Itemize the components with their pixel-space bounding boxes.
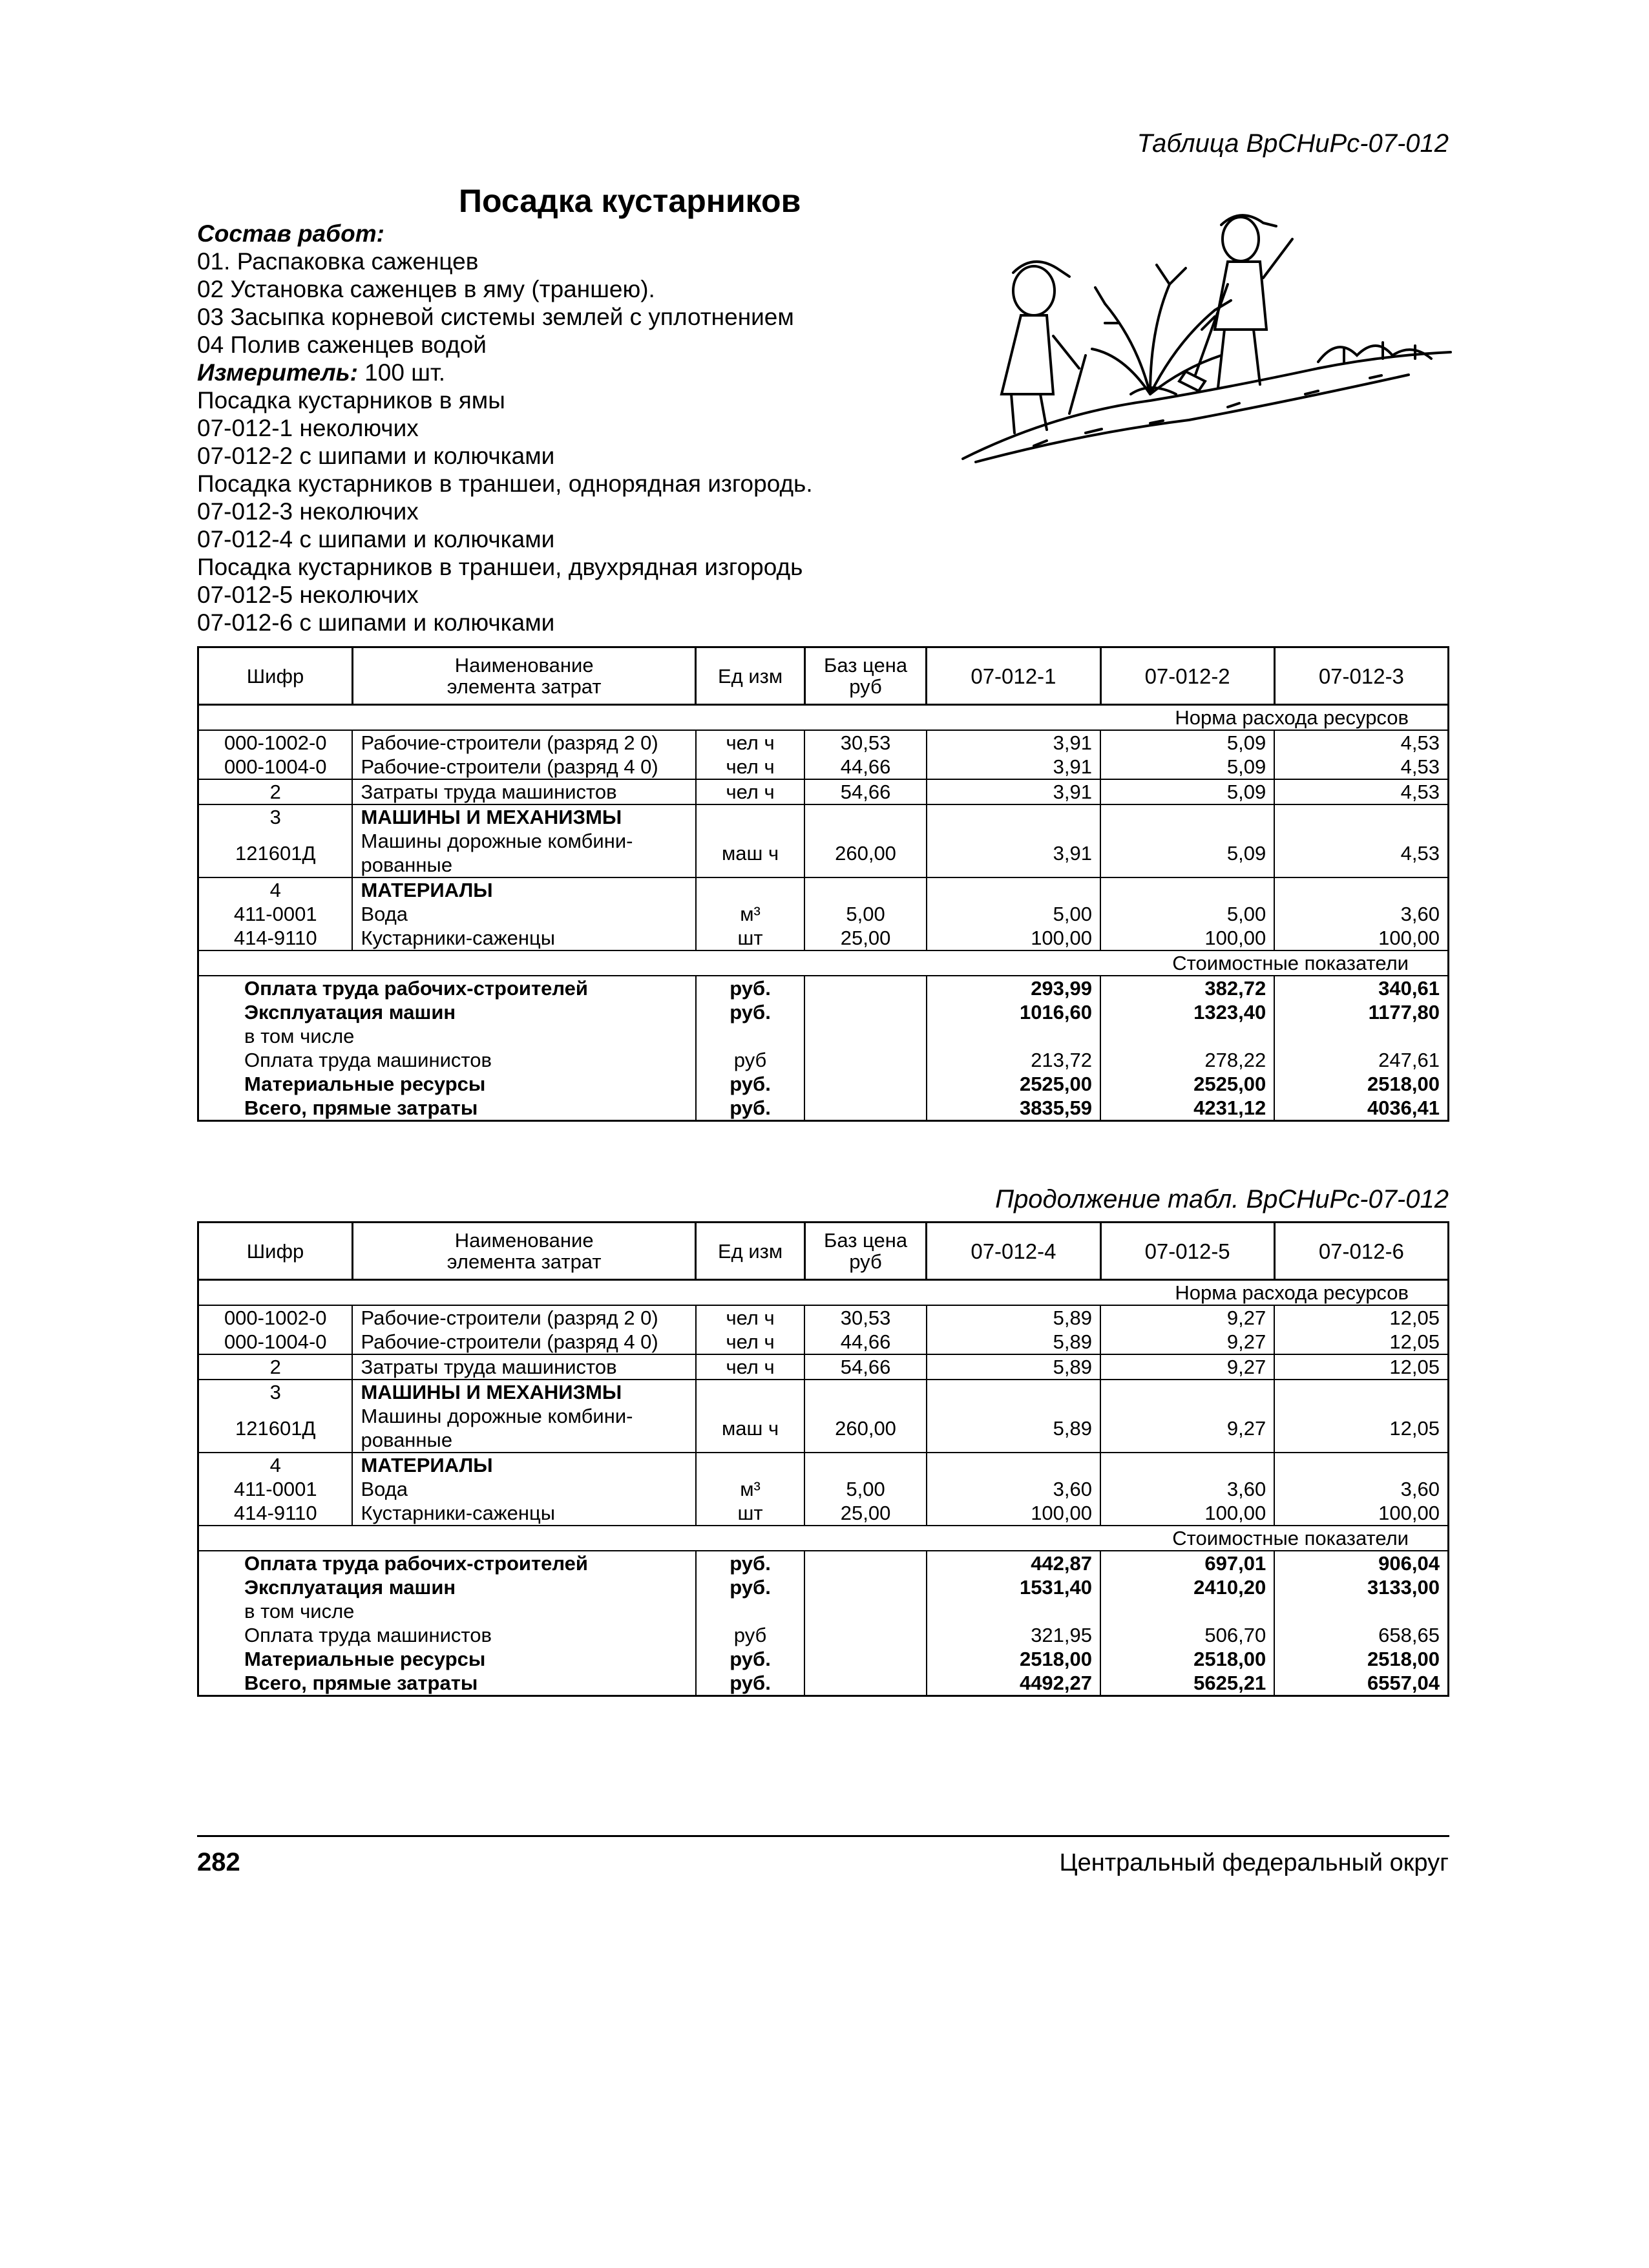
table-cell: 697,01	[1100, 1551, 1274, 1575]
table-cell	[1100, 1599, 1274, 1623]
table-cell	[198, 1647, 696, 1671]
table-cell: Вода	[352, 902, 695, 926]
cell-text: в том числе	[244, 1600, 355, 1622]
header-unit: Ед изм	[696, 647, 804, 705]
table-cell: 54,66	[804, 779, 927, 804]
table-cell: 4	[198, 1453, 353, 1477]
table-cell: 3,91	[927, 829, 1100, 877]
table-cell	[1274, 1453, 1448, 1477]
cell-text: Наименование	[454, 1229, 594, 1252]
table-row	[198, 804, 1449, 829]
footer-region: Центральный федеральный округ	[1059, 1849, 1449, 1876]
header-col: 07-012-2	[1100, 647, 1274, 705]
table-cell: шт	[696, 926, 804, 950]
table-cell	[804, 1623, 927, 1647]
table-cell: 3,60	[1274, 1477, 1448, 1501]
table-cell	[1100, 804, 1274, 829]
table-cell: 3,91	[927, 730, 1100, 755]
table-cell: 000-1002-0	[198, 730, 353, 755]
table-cell	[198, 1024, 696, 1048]
table-cell: 411-0001	[198, 1477, 353, 1501]
table-cell	[352, 829, 695, 877]
table-cell: 5,00	[1100, 902, 1274, 926]
table-cell: 6557,04	[1274, 1671, 1448, 1696]
table-cell: Кустарники-саженцы	[352, 1501, 695, 1526]
table-cell: 9,27	[1100, 1330, 1274, 1354]
cell-text: элемента затрат	[446, 675, 602, 698]
table-cell: 5,89	[927, 1404, 1100, 1453]
table-cell: маш ч	[696, 829, 804, 877]
table-row	[198, 1024, 1449, 1048]
cell-text: Всего, прямые затраты	[244, 1097, 478, 1119]
header-code: Шифр	[198, 1223, 353, 1280]
table-cell: МАТЕРИАЛЫ	[352, 877, 695, 902]
cell-text: рованные	[361, 854, 453, 876]
table-cell	[198, 1671, 696, 1696]
norm-section-label: Норма расхода ресурсов	[198, 1280, 1449, 1306]
table-row	[198, 1551, 1449, 1575]
header-unit: Ед изм	[696, 1223, 804, 1280]
table-row	[198, 1380, 1449, 1404]
header-col: 07-012-4	[927, 1223, 1100, 1280]
table-cell: 5625,21	[1100, 1671, 1274, 1696]
table-cell	[352, 1404, 695, 1453]
table-cell	[1274, 877, 1448, 902]
table-row	[198, 1671, 1449, 1696]
table-cell: 4,53	[1274, 829, 1448, 877]
table-cell: 9,27	[1100, 1404, 1274, 1453]
table-cell: 2518,00	[1274, 1647, 1448, 1671]
table-row	[198, 1096, 1449, 1121]
table-row	[198, 877, 1449, 902]
table-cell: руб.	[696, 1647, 804, 1671]
table-cell: 121601Д	[198, 1404, 353, 1453]
table-cell	[696, 804, 804, 829]
work-description	[197, 220, 972, 636]
table-cell: 213,72	[927, 1048, 1100, 1072]
cell-text: Эксплуатация машин	[244, 1001, 456, 1024]
header-col: 07-012-5	[1100, 1223, 1274, 1280]
table-cell: 1177,80	[1274, 1000, 1448, 1024]
table-cell	[804, 1551, 927, 1575]
table-cell	[198, 1000, 696, 1024]
table-cell: 3,91	[927, 755, 1100, 779]
table-cell: МАТЕРИАЛЫ	[352, 1453, 695, 1477]
table-row	[198, 1354, 1449, 1380]
table-cell	[198, 1575, 696, 1599]
table-cell: 278,22	[1100, 1048, 1274, 1072]
table-cell: 3	[198, 804, 353, 829]
cell-text: Машины дорожные комбини-	[361, 830, 633, 852]
table-row	[198, 976, 1449, 1000]
table-cell	[198, 1072, 696, 1096]
table-cell: 12,05	[1274, 1330, 1448, 1354]
cell-text: в том числе	[244, 1025, 355, 1047]
table-cell	[1100, 1380, 1274, 1404]
table-cell: 2518,00	[1274, 1072, 1448, 1096]
table-cell: чел ч	[696, 1305, 804, 1330]
table-cell: 000-1004-0	[198, 755, 353, 779]
table-cell: 1323,40	[1100, 1000, 1274, 1024]
table-cell: 2525,00	[1100, 1072, 1274, 1096]
table-cell: 5,09	[1100, 829, 1274, 877]
cell-text: Материальные ресурсы	[244, 1648, 486, 1670]
table-cell	[1100, 1024, 1274, 1048]
table-cell	[198, 1623, 696, 1647]
continuation-reference: Продолжение табл. ВрСНиРс-07-012	[995, 1185, 1449, 1213]
table-cell: 260,00	[804, 1404, 927, 1453]
table-row	[198, 1623, 1449, 1647]
table-cell: 54,66	[804, 1354, 927, 1380]
table-row	[198, 1575, 1449, 1599]
cost-section-label: Стоимостные показатели	[198, 1526, 1449, 1551]
table-cell: 442,87	[927, 1551, 1100, 1575]
table-cell: Затраты труда машинистов	[352, 1354, 695, 1380]
table-cell: 1016,60	[927, 1000, 1100, 1024]
cell-text: Оплата труда рабочих-строителей	[244, 977, 588, 1000]
table-cell: МАШИНЫ И МЕХАНИЗМЫ	[352, 1380, 695, 1404]
table-cell: чел ч	[696, 1330, 804, 1354]
table-cell: Рабочие-строители (разряд 4 0)	[352, 1330, 695, 1354]
table-row	[198, 779, 1449, 804]
table-cell	[1274, 1380, 1448, 1404]
table-cell: шт	[696, 1501, 804, 1526]
variant-line: 07-012-3 неколючих	[197, 498, 419, 525]
table-cell: 4	[198, 877, 353, 902]
header-price	[804, 1223, 927, 1280]
table-cell	[804, 1380, 927, 1404]
table-cell: Рабочие-строители (разряд 2 0)	[352, 1305, 695, 1330]
cell-text: Баз цена	[823, 1229, 908, 1252]
work-item: 02 Установка саженцев в яму (траншею).	[197, 276, 655, 302]
table-cell: маш ч	[696, 1404, 804, 1453]
table-cell	[696, 1599, 804, 1623]
table-cell: 3,91	[927, 779, 1100, 804]
cell-text: Оплата труда рабочих-строителей	[244, 1552, 588, 1575]
table-cell	[927, 1453, 1100, 1477]
table-cell: 100,00	[1100, 926, 1274, 950]
cell-text: Баз цена	[823, 654, 908, 677]
table-cell: 4,53	[1274, 755, 1448, 779]
table-cell: 9,27	[1100, 1305, 1274, 1330]
table-cell: 3,60	[1100, 1477, 1274, 1501]
table-cell: 414-9110	[198, 1501, 353, 1526]
table-cell: 4,53	[1274, 779, 1448, 804]
table-cell: 100,00	[927, 926, 1100, 950]
cell-text: Материальные ресурсы	[244, 1073, 486, 1095]
measure-value: 100 шт.	[357, 359, 446, 386]
cell-text: рованные	[361, 1429, 453, 1451]
table-cell: Рабочие-строители (разряд 2 0)	[352, 730, 695, 755]
table-cell: 5,89	[927, 1354, 1100, 1380]
table-cell	[804, 877, 927, 902]
cell-text: Всего, прямые затраты	[244, 1672, 478, 1694]
table-cell	[804, 804, 927, 829]
table-cell	[696, 1024, 804, 1048]
table-cell: 5,09	[1100, 779, 1274, 804]
norm-section-label: Норма расхода ресурсов	[198, 705, 1449, 731]
table-cell: 3,60	[1274, 902, 1448, 926]
table-cell	[804, 1671, 927, 1696]
footer-divider	[197, 1835, 1449, 1837]
table-cell: 906,04	[1274, 1551, 1448, 1575]
table-row	[198, 1501, 1449, 1526]
table-cell	[804, 1024, 927, 1048]
table-cell	[804, 1072, 927, 1096]
table-cell: руб.	[696, 1096, 804, 1121]
header-col: 07-012-1	[927, 647, 1100, 705]
table-cell	[1100, 877, 1274, 902]
table-row	[198, 1000, 1449, 1024]
table-cell: 5,89	[927, 1305, 1100, 1330]
header-price	[804, 647, 927, 705]
header-name	[352, 647, 695, 705]
resource-table-1	[197, 646, 1449, 1122]
table-cell: 3	[198, 1380, 353, 1404]
table-cell	[198, 1096, 696, 1121]
table-cell	[198, 1048, 696, 1072]
table-cell: 3133,00	[1274, 1575, 1448, 1599]
table-cell: 12,05	[1274, 1354, 1448, 1380]
table-row	[198, 1599, 1449, 1623]
cell-text: руб	[849, 1250, 882, 1273]
table-cell: руб.	[696, 1575, 804, 1599]
header-name	[352, 1223, 695, 1280]
table-cell: м³	[696, 1477, 804, 1501]
variant-line: 07-012-5 неколючих	[197, 582, 419, 608]
cell-text: элемента затрат	[446, 1250, 602, 1273]
measure-line	[197, 359, 972, 386]
table-cell: 100,00	[927, 1501, 1100, 1526]
table-cell: 9,27	[1100, 1354, 1274, 1380]
page-number: 282	[197, 1848, 240, 1876]
table-cell: 30,53	[804, 730, 927, 755]
table-cell	[927, 804, 1100, 829]
table-cell	[198, 1551, 696, 1575]
measure-label: Измеритель:	[197, 359, 358, 386]
table-cell: 30,53	[804, 1305, 927, 1330]
table-cell: руб	[696, 1623, 804, 1647]
table-row	[198, 1647, 1449, 1671]
table-cell: Кустарники-саженцы	[352, 926, 695, 950]
table-cell	[1274, 1599, 1448, 1623]
table-cell: 121601Д	[198, 829, 353, 877]
table-cell: 3,60	[927, 1477, 1100, 1501]
table-cell: 100,00	[1100, 1501, 1274, 1526]
table-cell: 340,61	[1274, 976, 1448, 1000]
table-cell	[696, 1453, 804, 1477]
variant-line: Посадка кустарников в траншеи, двухрядная изгородь	[197, 554, 803, 580]
table-cell	[804, 1453, 927, 1477]
cost-section-label: Стоимостные показатели	[198, 950, 1449, 976]
work-item: 01. Распаковка саженцев	[197, 248, 479, 275]
table-cell: 4492,27	[927, 1671, 1100, 1696]
table-cell: руб	[696, 1048, 804, 1072]
table-cell: 5,09	[1100, 755, 1274, 779]
table-cell: 247,61	[1274, 1048, 1448, 1072]
table-cell: 506,70	[1100, 1623, 1274, 1647]
table-reference: Таблица ВрСНиРс-07-012	[1137, 129, 1449, 158]
header-code: Шифр	[198, 647, 353, 705]
table-cell: руб.	[696, 1671, 804, 1696]
table-row	[198, 1048, 1449, 1072]
table-cell: руб.	[696, 1072, 804, 1096]
table-cell	[198, 976, 696, 1000]
table-cell	[804, 1647, 927, 1671]
table-row	[198, 1330, 1449, 1354]
table-cell: 414-9110	[198, 926, 353, 950]
work-item: 03 Засыпка корневой системы землей с уплотнением	[197, 304, 794, 330]
table-row	[198, 1404, 1449, 1453]
table-cell: 4,53	[1274, 730, 1448, 755]
table-cell	[927, 1024, 1100, 1048]
table-cell: 3835,59	[927, 1096, 1100, 1121]
table-row	[198, 926, 1449, 950]
table-cell: 411-0001	[198, 902, 353, 926]
variant-line: 07-012-2 с шипами и колючками	[197, 443, 555, 469]
table-cell: 658,65	[1274, 1623, 1448, 1647]
table-cell	[696, 1380, 804, 1404]
table-cell: МАШИНЫ И МЕХАНИЗМЫ	[352, 804, 695, 829]
table-cell	[804, 1000, 927, 1024]
table-cell: 2525,00	[927, 1072, 1100, 1096]
table-cell: 2518,00	[927, 1647, 1100, 1671]
table-cell: Рабочие-строители (разряд 4 0)	[352, 755, 695, 779]
variant-line: 07-012-4 с шипами и колючками	[197, 526, 555, 552]
table-cell	[927, 877, 1100, 902]
table-cell: 000-1002-0	[198, 1305, 353, 1330]
table-cell: чел ч	[696, 1354, 804, 1380]
cell-text: Наименование	[454, 654, 594, 677]
table-cell: чел ч	[696, 730, 804, 755]
page-title: Посадка кустарников	[459, 183, 801, 219]
header-col: 07-012-6	[1274, 1223, 1448, 1280]
table-cell: 44,66	[804, 755, 927, 779]
table-cell: Вода	[352, 1477, 695, 1501]
variant-line: Посадка кустарников в ямы	[197, 387, 505, 414]
variant-line: 07-012-6 с шипами и колючками	[197, 609, 555, 636]
work-item: 04 Полив саженцев водой	[197, 331, 487, 358]
table-cell: 321,95	[927, 1623, 1100, 1647]
header-col: 07-012-3	[1274, 647, 1448, 705]
table-cell	[696, 877, 804, 902]
table-cell: руб.	[696, 1551, 804, 1575]
table-cell: 44,66	[804, 1330, 927, 1354]
cell-text: Оплата труда машинистов	[244, 1049, 492, 1071]
table-cell: 2	[198, 1354, 353, 1380]
table-cell: 2410,20	[1100, 1575, 1274, 1599]
table-cell	[927, 1380, 1100, 1404]
table-cell: 4231,12	[1100, 1096, 1274, 1121]
table-cell: чел ч	[696, 779, 804, 804]
composition-label: Состав работ:	[197, 220, 384, 247]
table-cell: Затраты труда машинистов	[352, 779, 695, 804]
gardeners-illustration	[956, 200, 1454, 472]
resource-table-2	[197, 1221, 1449, 1697]
table-cell: 2518,00	[1100, 1647, 1274, 1671]
table-cell	[927, 1599, 1100, 1623]
cell-text: Эксплуатация машин	[244, 1576, 456, 1599]
cell-text: Оплата труда машинистов	[244, 1624, 492, 1646]
table-cell	[1274, 804, 1448, 829]
table-cell: 100,00	[1274, 1501, 1448, 1526]
table-cell: 5,89	[927, 1330, 1100, 1354]
table-cell: 12,05	[1274, 1305, 1448, 1330]
table-cell: чел ч	[696, 755, 804, 779]
table-cell: 382,72	[1100, 976, 1274, 1000]
table-row	[198, 755, 1449, 779]
table-cell: 4036,41	[1274, 1096, 1448, 1121]
table-row	[198, 1453, 1449, 1477]
cell-text: Машины дорожные комбини-	[361, 1405, 633, 1427]
table-cell: 12,05	[1274, 1404, 1448, 1453]
variant-line: Посадка кустарников в траншеи, однорядная изгородь.	[197, 470, 813, 497]
table-cell	[804, 1599, 927, 1623]
table-cell: 5,00	[804, 1477, 927, 1501]
table-cell	[804, 1048, 927, 1072]
table-cell: 5,09	[1100, 730, 1274, 755]
table-cell	[1100, 1453, 1274, 1477]
table-cell: 000-1004-0	[198, 1330, 353, 1354]
table-row	[198, 829, 1449, 877]
table-cell: 5,00	[927, 902, 1100, 926]
table-cell: 1531,40	[927, 1575, 1100, 1599]
table-cell	[804, 976, 927, 1000]
table-cell: 25,00	[804, 926, 927, 950]
table-row	[198, 730, 1449, 755]
table-row	[198, 1072, 1449, 1096]
table-cell: 2	[198, 779, 353, 804]
table-cell: м³	[696, 902, 804, 926]
variant-line: 07-012-1 неколючих	[197, 415, 419, 441]
table-cell	[804, 1096, 927, 1121]
table-cell: 25,00	[804, 1501, 927, 1526]
table-cell: 100,00	[1274, 926, 1448, 950]
table-cell	[804, 1575, 927, 1599]
table-cell: руб.	[696, 976, 804, 1000]
table-row	[198, 1477, 1449, 1501]
table-row	[198, 902, 1449, 926]
table-cell: 293,99	[927, 976, 1100, 1000]
table-row	[198, 1305, 1449, 1330]
table-cell: 260,00	[804, 829, 927, 877]
table-cell: 5,00	[804, 902, 927, 926]
table-cell	[1274, 1024, 1448, 1048]
table-cell	[198, 1599, 696, 1623]
table-cell: руб.	[696, 1000, 804, 1024]
cell-text: руб	[849, 675, 882, 698]
